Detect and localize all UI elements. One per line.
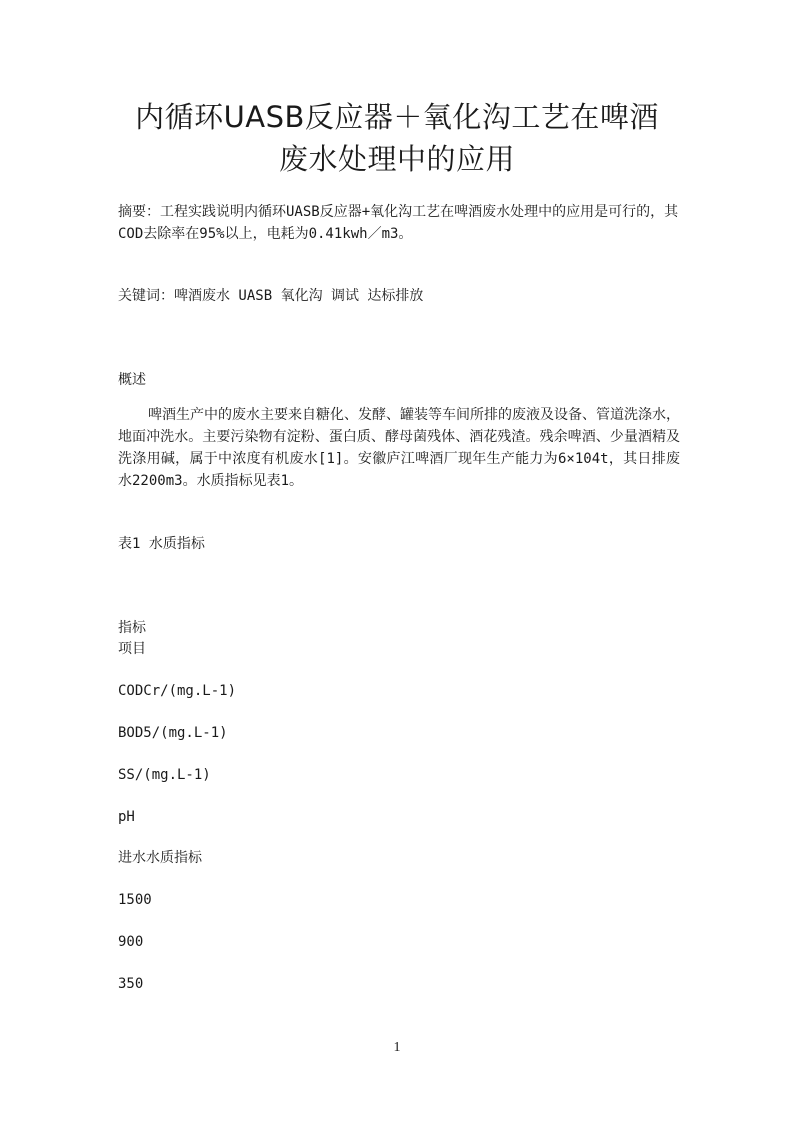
table-cell-value: 1500 xyxy=(118,892,152,908)
title-line-1: 内循环UASB反应器＋氧化沟工艺在啤酒 xyxy=(135,100,659,134)
abstract: 摘要：工程实践说明内循环UASB反应器+氧化沟工艺在啤酒废水处理中的应用是可行的，其COD去除率在95%以上，电耗为0.41kwh／m3。 xyxy=(118,204,679,242)
title-line-2: 废水处理中的应用 xyxy=(278,142,515,176)
table-row-label: CODCr/(mg.L-1) xyxy=(118,683,237,699)
table-caption: 表1 水质指标 xyxy=(118,536,205,552)
table-cell-value: 900 xyxy=(118,934,144,950)
table-row-label: pH xyxy=(118,809,135,825)
table-header-item: 项目 xyxy=(118,641,146,657)
page-number: 1 xyxy=(393,1040,401,1055)
section-heading: 概述 xyxy=(118,372,146,388)
table-row-label: BOD5/(mg.L-1) xyxy=(118,725,228,741)
table-row-label: SS/(mg.L-1) xyxy=(118,767,211,783)
table-header-indicator: 指标 xyxy=(118,620,146,636)
table-influent-label: 进水水质指标 xyxy=(118,850,202,866)
body-paragraph: 啤酒生产中的废水主要来自糖化、发酵、罐装等车间所排的废液及设备、管道洗涤水，地面冲洗水。主要污染物有淀粉、蛋白质、酵母菌残体、酒花残渣。残余啤酒、少量酒精及洗涤用碱，属于中浓度有机废水[1]。安徽庐江啤酒厂现年生产能力为6×104t，其日排废水2200m3。水质指标见表1。 xyxy=(118,407,680,489)
keywords: 关键词：啤酒废水 UASB 氧化沟 调试 达标排放 xyxy=(118,288,424,304)
table-cell-value: 350 xyxy=(118,976,144,992)
document-title xyxy=(80,96,714,180)
